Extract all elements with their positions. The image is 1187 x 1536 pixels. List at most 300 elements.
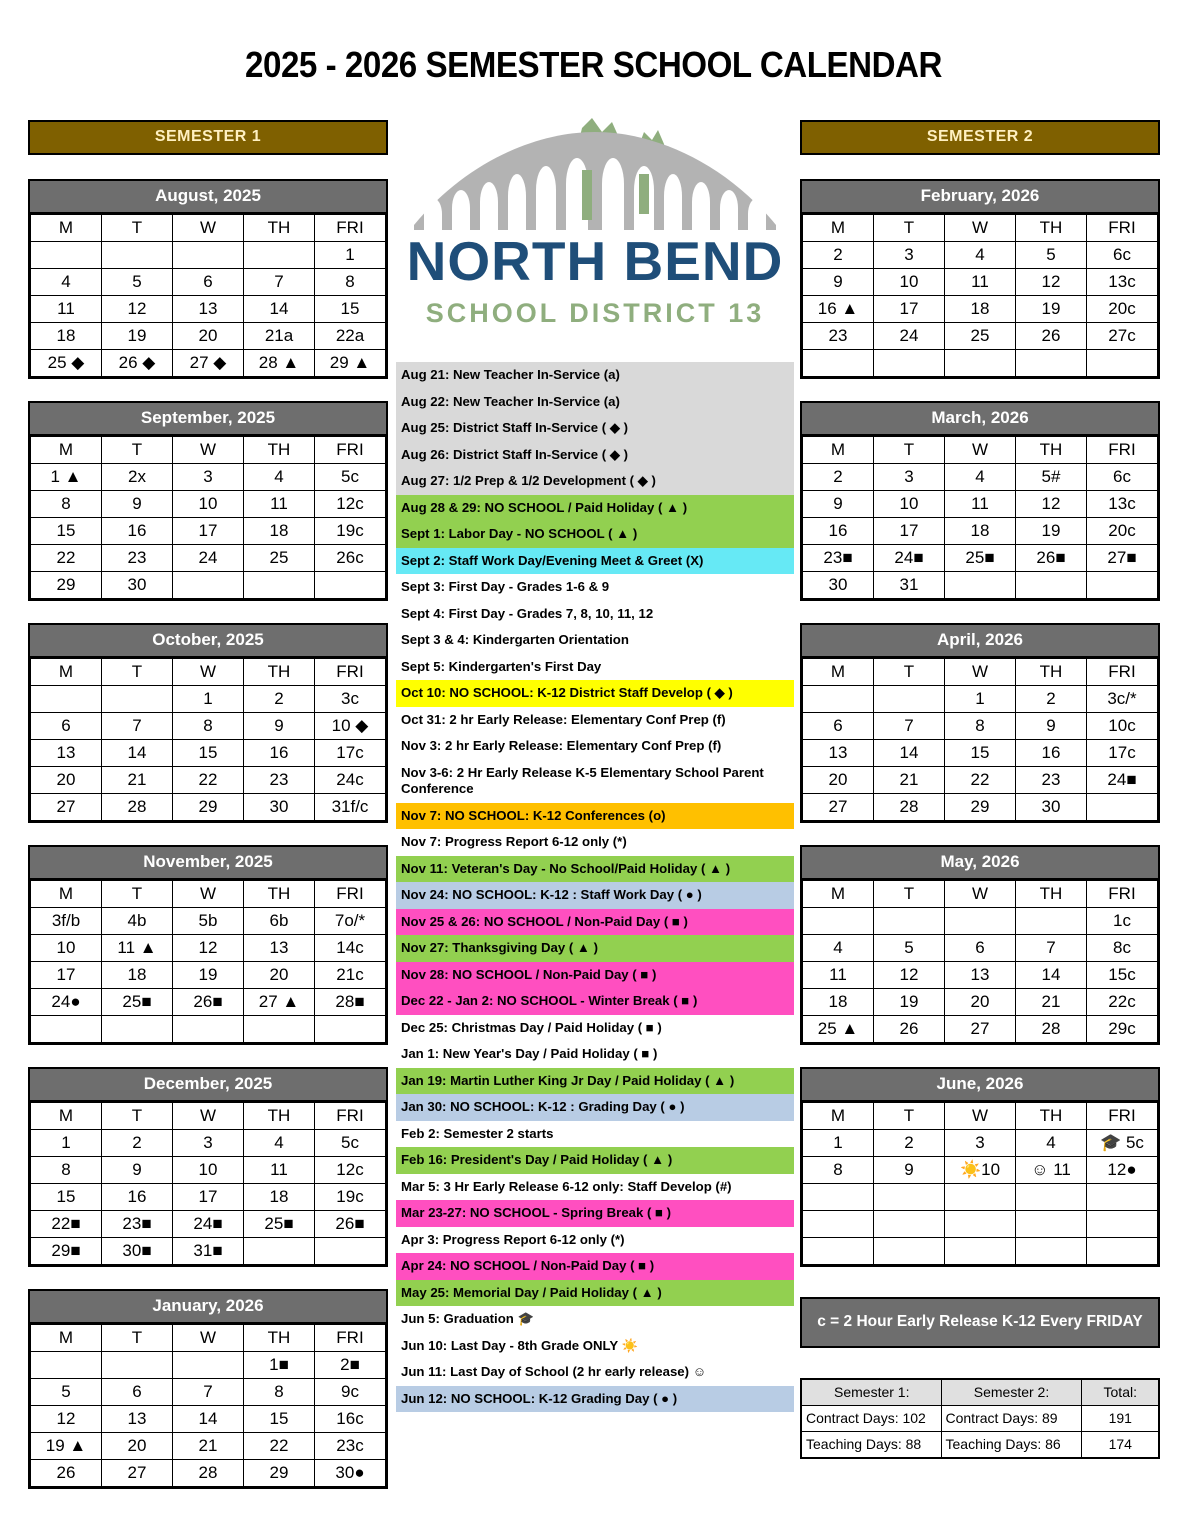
- day-cell[interactable]: 17: [874, 296, 945, 323]
- day-cell[interactable]: 14c: [315, 935, 386, 962]
- day-cell[interactable]: 4: [1016, 1130, 1087, 1157]
- day-cell[interactable]: 19: [1016, 518, 1087, 545]
- day-cell[interactable]: 15: [31, 518, 102, 545]
- day-cell[interactable]: 17: [173, 518, 244, 545]
- day-cell[interactable]: 28: [173, 1460, 244, 1487]
- day-cell[interactable]: 16 ▲: [803, 296, 874, 323]
- note-item: Oct 31: 2 hr Early Release: Elementary Conf Prep (f): [396, 707, 794, 734]
- day-cell[interactable]: 2: [1016, 686, 1087, 713]
- day-cell[interactable]: 10: [173, 491, 244, 518]
- day-cell[interactable]: 24: [173, 545, 244, 572]
- day-cell[interactable]: 4b: [102, 908, 173, 935]
- day-cell[interactable]: 4: [803, 935, 874, 962]
- logo-name-primary: NORTH BEND: [406, 230, 784, 292]
- day-cell[interactable]: 28■: [315, 989, 386, 1016]
- day-cell[interactable]: 31f/c: [315, 794, 386, 821]
- weekday-header-fri: FRI: [315, 1325, 386, 1352]
- day-cell[interactable]: 20: [31, 767, 102, 794]
- day-cell[interactable]: 2: [803, 464, 874, 491]
- day-cell[interactable]: 24●: [31, 989, 102, 1016]
- day-cell[interactable]: 3: [874, 242, 945, 269]
- day-cell[interactable]: 10c: [1087, 713, 1158, 740]
- day-cell[interactable]: 23■: [803, 545, 874, 572]
- day-cell[interactable]: 30: [102, 572, 173, 599]
- day-cell[interactable]: 12: [31, 1406, 102, 1433]
- logo-name-secondary: SCHOOL DISTRICT 13: [425, 298, 765, 328]
- day-cell[interactable]: 17c: [1087, 740, 1158, 767]
- day-cell[interactable]: 13: [803, 740, 874, 767]
- empty-day-cell: [244, 572, 315, 599]
- day-cell[interactable]: 5: [102, 269, 173, 296]
- day-cell[interactable]: 21: [874, 767, 945, 794]
- note-item: Jan 30: NO SCHOOL: K-12 : Grading Day ( ● ): [396, 1094, 794, 1121]
- day-cell[interactable]: 19: [173, 962, 244, 989]
- day-cell[interactable]: 15: [173, 740, 244, 767]
- day-cell[interactable]: 12c: [315, 1157, 386, 1184]
- day-cell[interactable]: 31■: [173, 1238, 244, 1265]
- day-cell[interactable]: 5c: [315, 464, 386, 491]
- day-cell[interactable]: 16: [803, 518, 874, 545]
- day-cell[interactable]: 20: [102, 1433, 173, 1460]
- empty-day-cell: [945, 350, 1016, 377]
- month-block-january-2026: [28, 1289, 388, 1489]
- day-cell[interactable]: 15: [31, 1184, 102, 1211]
- day-cell[interactable]: 6b: [244, 908, 315, 935]
- day-cell[interactable]: 30: [803, 572, 874, 599]
- day-cell[interactable]: 23: [1016, 767, 1087, 794]
- empty-day-cell: [102, 242, 173, 269]
- weekday-header-th: TH: [244, 881, 315, 908]
- day-cell[interactable]: 25■: [244, 1211, 315, 1238]
- day-cell[interactable]: 5: [874, 935, 945, 962]
- day-cell[interactable]: 13: [173, 296, 244, 323]
- day-cell[interactable]: 27 ▲: [244, 989, 315, 1016]
- day-cell[interactable]: 12: [874, 962, 945, 989]
- note-item: Feb 16: President's Day / Paid Holiday ( ▲ ): [396, 1147, 794, 1174]
- day-cell[interactable]: 25 ▲: [803, 1016, 874, 1043]
- weekday-header-w: W: [173, 1325, 244, 1352]
- month-block-may-2026: [800, 845, 1160, 1045]
- day-cell[interactable]: 11 ▲: [102, 935, 173, 962]
- day-cell[interactable]: 2: [874, 1130, 945, 1157]
- day-cell[interactable]: 8: [244, 1379, 315, 1406]
- day-cell[interactable]: 20: [173, 323, 244, 350]
- day-cell[interactable]: 28: [874, 794, 945, 821]
- day-cell[interactable]: 9: [102, 1157, 173, 1184]
- day-cell[interactable]: 6c: [1087, 464, 1158, 491]
- day-cell[interactable]: 18: [31, 323, 102, 350]
- day-cell[interactable]: 24■: [874, 545, 945, 572]
- day-cell[interactable]: 9: [244, 713, 315, 740]
- day-cell[interactable]: 18: [102, 962, 173, 989]
- day-cell[interactable]: 24■: [173, 1211, 244, 1238]
- month-block-october-2025: [28, 623, 388, 823]
- day-cell[interactable]: 6: [945, 935, 1016, 962]
- day-cell[interactable]: 10: [173, 1157, 244, 1184]
- day-cell[interactable]: 10: [31, 935, 102, 962]
- empty-day-cell: [31, 1352, 102, 1379]
- day-cell[interactable]: 21: [102, 767, 173, 794]
- note-item: Jun 11: Last Day of School (2 hr early release) ☺: [396, 1359, 794, 1386]
- day-cell[interactable]: 9: [803, 269, 874, 296]
- day-cell[interactable]: 18: [945, 296, 1016, 323]
- day-cell[interactable]: 16: [244, 740, 315, 767]
- day-cell[interactable]: 21: [1016, 989, 1087, 1016]
- weekday-header-w: W: [945, 215, 1016, 242]
- day-cell[interactable]: 1■: [244, 1352, 315, 1379]
- day-cell[interactable]: 5b: [173, 908, 244, 935]
- calendar-table-june-2026: [802, 1102, 1158, 1265]
- day-cell[interactable]: 26: [1016, 323, 1087, 350]
- days-summary-table: [800, 1378, 1160, 1459]
- day-cell[interactable]: 9: [803, 491, 874, 518]
- day-cell[interactable]: 25■: [945, 545, 1016, 572]
- day-cell[interactable]: 7: [244, 269, 315, 296]
- day-cell[interactable]: 7: [102, 713, 173, 740]
- weekday-header-row: [31, 437, 386, 464]
- day-cell[interactable]: 26: [874, 1016, 945, 1043]
- day-cell[interactable]: 22: [945, 767, 1016, 794]
- day-cell[interactable]: ☺ 11: [1016, 1157, 1087, 1184]
- day-cell[interactable]: 1: [31, 1130, 102, 1157]
- day-cell[interactable]: 14: [102, 740, 173, 767]
- day-cell[interactable]: 28: [102, 794, 173, 821]
- day-cell[interactable]: 3c: [315, 686, 386, 713]
- day-cell[interactable]: 8: [945, 713, 1016, 740]
- weekday-header-w: W: [945, 659, 1016, 686]
- day-cell[interactable]: 27: [803, 794, 874, 821]
- week-row: [31, 269, 386, 296]
- day-cell[interactable]: 15: [945, 740, 1016, 767]
- week-row: [31, 1016, 386, 1043]
- day-cell[interactable]: 21a: [244, 323, 315, 350]
- semester-1-banner: SEMESTER 1: [28, 120, 388, 155]
- day-cell[interactable]: 6: [173, 269, 244, 296]
- day-cell[interactable]: 16: [1016, 740, 1087, 767]
- week-row: [803, 518, 1158, 545]
- day-cell[interactable]: 20: [244, 962, 315, 989]
- note-item: Mar 5: 3 Hr Early Release 6-12 only: Staff Develop (#): [396, 1174, 794, 1201]
- weekday-header-fri: FRI: [315, 437, 386, 464]
- day-cell[interactable]: 22c: [1087, 989, 1158, 1016]
- day-cell[interactable]: 1: [803, 1130, 874, 1157]
- month-block-december-2025: [28, 1067, 388, 1267]
- day-cell[interactable]: 1: [945, 686, 1016, 713]
- day-cell[interactable]: 16: [102, 518, 173, 545]
- day-cell[interactable]: 23: [244, 767, 315, 794]
- week-row: [803, 1130, 1158, 1157]
- day-cell[interactable]: 8c: [1087, 935, 1158, 962]
- day-cell[interactable]: 14: [1016, 962, 1087, 989]
- day-cell[interactable]: 29■: [31, 1238, 102, 1265]
- note-item: Mar 23-27: NO SCHOOL - Spring Break ( ■ ): [396, 1200, 794, 1227]
- day-cell[interactable]: 2x: [102, 464, 173, 491]
- day-cell[interactable]: 14: [874, 740, 945, 767]
- day-cell[interactable]: 10: [874, 269, 945, 296]
- day-cell[interactable]: 7: [874, 713, 945, 740]
- day-cell[interactable]: 9c: [315, 1379, 386, 1406]
- calendar-table-february-2026: [802, 214, 1158, 377]
- month-block-march-2026: [800, 401, 1160, 601]
- weekday-header-w: W: [945, 881, 1016, 908]
- empty-day-cell: [945, 908, 1016, 935]
- weekday-header-th: TH: [1016, 1103, 1087, 1130]
- day-cell[interactable]: 🎓 5c: [1087, 1130, 1158, 1157]
- day-cell[interactable]: 29: [244, 1460, 315, 1487]
- day-cell[interactable]: 18: [803, 989, 874, 1016]
- day-cell[interactable]: 1: [173, 686, 244, 713]
- weekday-header-w: W: [173, 437, 244, 464]
- day-cell[interactable]: 4: [244, 464, 315, 491]
- day-cell[interactable]: 12: [1016, 269, 1087, 296]
- day-cell[interactable]: 27: [31, 794, 102, 821]
- day-cell[interactable]: 3: [945, 1130, 1016, 1157]
- day-cell[interactable]: 5: [31, 1379, 102, 1406]
- day-cell[interactable]: 15: [315, 296, 386, 323]
- day-cell[interactable]: 2: [803, 242, 874, 269]
- day-cell[interactable]: 6: [31, 713, 102, 740]
- day-cell[interactable]: 3: [173, 464, 244, 491]
- day-cell[interactable]: 9: [1016, 713, 1087, 740]
- day-cell[interactable]: 26■: [1016, 545, 1087, 572]
- day-cell[interactable]: 3: [173, 1130, 244, 1157]
- summary-header-cell: Semester 2:: [941, 1379, 1081, 1406]
- day-cell[interactable]: 19: [874, 989, 945, 1016]
- day-cell[interactable]: 17: [173, 1184, 244, 1211]
- week-row: [803, 269, 1158, 296]
- day-cell[interactable]: 12●: [1087, 1157, 1158, 1184]
- day-cell[interactable]: 17: [874, 518, 945, 545]
- day-cell[interactable]: 19c: [315, 518, 386, 545]
- day-cell[interactable]: 11: [945, 491, 1016, 518]
- day-cell[interactable]: 29c: [1087, 1016, 1158, 1043]
- day-cell[interactable]: 4: [945, 242, 1016, 269]
- note-item: Dec 22 - Jan 2: NO SCHOOL - Winter Break ( ■ ): [396, 988, 794, 1015]
- weekday-header-m: M: [31, 1325, 102, 1352]
- day-cell[interactable]: 18: [945, 518, 1016, 545]
- weekday-header-th: TH: [244, 215, 315, 242]
- day-cell[interactable]: 22a: [315, 323, 386, 350]
- day-cell[interactable]: 25: [244, 545, 315, 572]
- day-cell[interactable]: 23c: [315, 1433, 386, 1460]
- day-cell[interactable]: 24: [874, 323, 945, 350]
- day-cell[interactable]: 7: [1016, 935, 1087, 962]
- day-cell[interactable]: 25: [945, 323, 1016, 350]
- day-cell[interactable]: 23: [102, 545, 173, 572]
- day-cell[interactable]: 22: [31, 545, 102, 572]
- day-cell[interactable]: 20: [803, 767, 874, 794]
- week-row: [803, 908, 1158, 935]
- month-block-april-2026: [800, 623, 1160, 823]
- day-cell[interactable]: 16c: [315, 1406, 386, 1433]
- weekday-header-w: W: [945, 437, 1016, 464]
- note-item: May 25: Memorial Day / Paid Holiday ( ▲ ): [396, 1280, 794, 1307]
- day-cell[interactable]: 3f/b: [31, 908, 102, 935]
- day-cell[interactable]: 19c: [315, 1184, 386, 1211]
- day-cell[interactable]: 4: [244, 1130, 315, 1157]
- day-cell[interactable]: 16: [102, 1184, 173, 1211]
- weekday-header-m: M: [803, 437, 874, 464]
- day-cell[interactable]: 19: [1016, 296, 1087, 323]
- week-row: [803, 572, 1158, 599]
- day-cell[interactable]: 28: [1016, 1016, 1087, 1043]
- day-cell[interactable]: 27: [102, 1460, 173, 1487]
- weekday-header-m: M: [803, 881, 874, 908]
- day-cell[interactable]: 26■: [315, 1211, 386, 1238]
- day-cell[interactable]: 5c: [315, 1130, 386, 1157]
- day-cell[interactable]: 27■: [1087, 545, 1158, 572]
- day-cell[interactable]: 6: [102, 1379, 173, 1406]
- day-cell[interactable]: 22: [244, 1433, 315, 1460]
- day-cell[interactable]: 13c: [1087, 491, 1158, 518]
- day-cell[interactable]: 22: [173, 767, 244, 794]
- day-cell[interactable]: 18: [244, 1184, 315, 1211]
- day-cell[interactable]: 4: [31, 269, 102, 296]
- calendar-table-november-2025: [30, 880, 386, 1043]
- day-cell[interactable]: 8: [31, 491, 102, 518]
- day-cell[interactable]: 12c: [315, 491, 386, 518]
- day-cell[interactable]: 24c: [315, 767, 386, 794]
- day-cell[interactable]: 8: [315, 269, 386, 296]
- day-cell[interactable]: 1c: [1087, 908, 1158, 935]
- day-cell[interactable]: 27c: [1087, 323, 1158, 350]
- day-cell[interactable]: 8: [173, 713, 244, 740]
- weekday-header-fri: FRI: [1087, 659, 1158, 686]
- day-cell[interactable]: 11: [803, 962, 874, 989]
- note-item: Aug 25: District Staff In-Service ( ◆ ): [396, 415, 794, 442]
- month-title-august-2025: August, 2025: [30, 181, 386, 214]
- day-cell[interactable]: 12: [1016, 491, 1087, 518]
- week-row: [31, 962, 386, 989]
- day-cell[interactable]: 6: [803, 713, 874, 740]
- weekday-header-t: T: [102, 437, 173, 464]
- day-cell[interactable]: 2: [102, 1130, 173, 1157]
- empty-day-cell: [315, 1016, 386, 1043]
- day-cell[interactable]: 15c: [1087, 962, 1158, 989]
- day-cell[interactable]: 4: [945, 464, 1016, 491]
- weekday-header-th: TH: [1016, 215, 1087, 242]
- day-cell[interactable]: 18: [244, 518, 315, 545]
- calendar-table-august-2025: [30, 214, 386, 377]
- day-cell[interactable]: 29 ▲: [315, 350, 386, 377]
- day-cell[interactable]: 29: [31, 572, 102, 599]
- day-cell[interactable]: 1: [315, 242, 386, 269]
- day-cell[interactable]: 10 ◆: [315, 713, 386, 740]
- day-cell[interactable]: 30●: [315, 1460, 386, 1487]
- day-cell[interactable]: 27: [945, 1016, 1016, 1043]
- day-cell[interactable]: 8: [803, 1157, 874, 1184]
- day-cell[interactable]: ☀️10: [945, 1157, 1016, 1184]
- day-cell[interactable]: 11: [945, 269, 1016, 296]
- day-cell[interactable]: 30: [1016, 794, 1087, 821]
- weekday-header-w: W: [173, 659, 244, 686]
- day-cell[interactable]: 13: [244, 935, 315, 962]
- day-cell[interactable]: 25■: [102, 989, 173, 1016]
- day-cell[interactable]: 1 ▲: [31, 464, 102, 491]
- weekday-header-fri: FRI: [315, 1103, 386, 1130]
- semester-2-banner: SEMESTER 2: [800, 120, 1160, 155]
- week-row: [31, 1433, 386, 1460]
- day-cell[interactable]: 23: [803, 323, 874, 350]
- weekday-header-t: T: [874, 215, 945, 242]
- day-cell[interactable]: 30: [244, 794, 315, 821]
- day-cell[interactable]: 24■: [1087, 767, 1158, 794]
- day-cell[interactable]: 11: [31, 296, 102, 323]
- day-cell[interactable]: 27 ◆: [173, 350, 244, 377]
- weekday-header-fri: FRI: [1087, 1103, 1158, 1130]
- day-cell[interactable]: 29: [173, 794, 244, 821]
- day-cell[interactable]: 14: [173, 1406, 244, 1433]
- weekday-header-w: W: [173, 1103, 244, 1130]
- day-cell[interactable]: 12: [173, 935, 244, 962]
- calendar-table-october-2025: [30, 658, 386, 821]
- day-cell[interactable]: 30■: [102, 1238, 173, 1265]
- day-cell[interactable]: 9: [102, 491, 173, 518]
- day-cell[interactable]: 13: [945, 962, 1016, 989]
- day-cell[interactable]: 21: [173, 1433, 244, 1460]
- day-cell[interactable]: 26c: [315, 545, 386, 572]
- weekday-header-t: T: [874, 437, 945, 464]
- day-cell[interactable]: 9: [874, 1157, 945, 1184]
- note-item: Aug 22: New Teacher In-Service (a): [396, 389, 794, 416]
- day-cell[interactable]: 20c: [1087, 518, 1158, 545]
- day-cell[interactable]: 14: [244, 296, 315, 323]
- day-cell[interactable]: 28 ▲: [244, 350, 315, 377]
- day-cell[interactable]: 20: [945, 989, 1016, 1016]
- day-cell[interactable]: 2■: [315, 1352, 386, 1379]
- day-cell[interactable]: 2: [244, 686, 315, 713]
- day-cell[interactable]: 22■: [31, 1211, 102, 1238]
- day-cell[interactable]: 6c: [1087, 242, 1158, 269]
- day-cell[interactable]: 26: [31, 1460, 102, 1487]
- note-item: Sept 5: Kindergarten's First Day: [396, 654, 794, 681]
- day-cell[interactable]: 20c: [1087, 296, 1158, 323]
- day-cell[interactable]: 3: [874, 464, 945, 491]
- day-cell[interactable]: 10: [874, 491, 945, 518]
- day-cell[interactable]: 19 ▲: [31, 1433, 102, 1460]
- day-cell[interactable]: 17c: [315, 740, 386, 767]
- weekday-header-fri: FRI: [315, 215, 386, 242]
- day-cell[interactable]: 11: [244, 1157, 315, 1184]
- day-cell[interactable]: 13: [102, 1406, 173, 1433]
- day-cell[interactable]: 19: [102, 323, 173, 350]
- day-cell[interactable]: 31: [874, 572, 945, 599]
- day-cell[interactable]: 17: [31, 962, 102, 989]
- day-cell[interactable]: 26 ◆: [102, 350, 173, 377]
- day-cell[interactable]: 8: [31, 1157, 102, 1184]
- weekday-header-row: [803, 1103, 1158, 1130]
- week-row: [803, 350, 1158, 377]
- day-cell[interactable]: 12: [102, 296, 173, 323]
- day-cell[interactable]: 11: [244, 491, 315, 518]
- day-cell[interactable]: 21c: [315, 962, 386, 989]
- day-cell[interactable]: 15: [244, 1406, 315, 1433]
- day-cell[interactable]: 3c/*: [1087, 686, 1158, 713]
- day-cell[interactable]: 13c: [1087, 269, 1158, 296]
- day-cell[interactable]: 13: [31, 740, 102, 767]
- day-cell[interactable]: 26■: [173, 989, 244, 1016]
- day-cell[interactable]: 5#: [1016, 464, 1087, 491]
- weekday-header-th: TH: [244, 1103, 315, 1130]
- day-cell[interactable]: 7o/*: [315, 908, 386, 935]
- day-cell[interactable]: 7: [173, 1379, 244, 1406]
- day-cell[interactable]: 23■: [102, 1211, 173, 1238]
- day-cell[interactable]: 25 ◆: [31, 350, 102, 377]
- week-row: [803, 296, 1158, 323]
- day-cell[interactable]: 29: [945, 794, 1016, 821]
- summary-cell: Contract Days: 102: [801, 1406, 941, 1432]
- day-cell[interactable]: 5: [1016, 242, 1087, 269]
